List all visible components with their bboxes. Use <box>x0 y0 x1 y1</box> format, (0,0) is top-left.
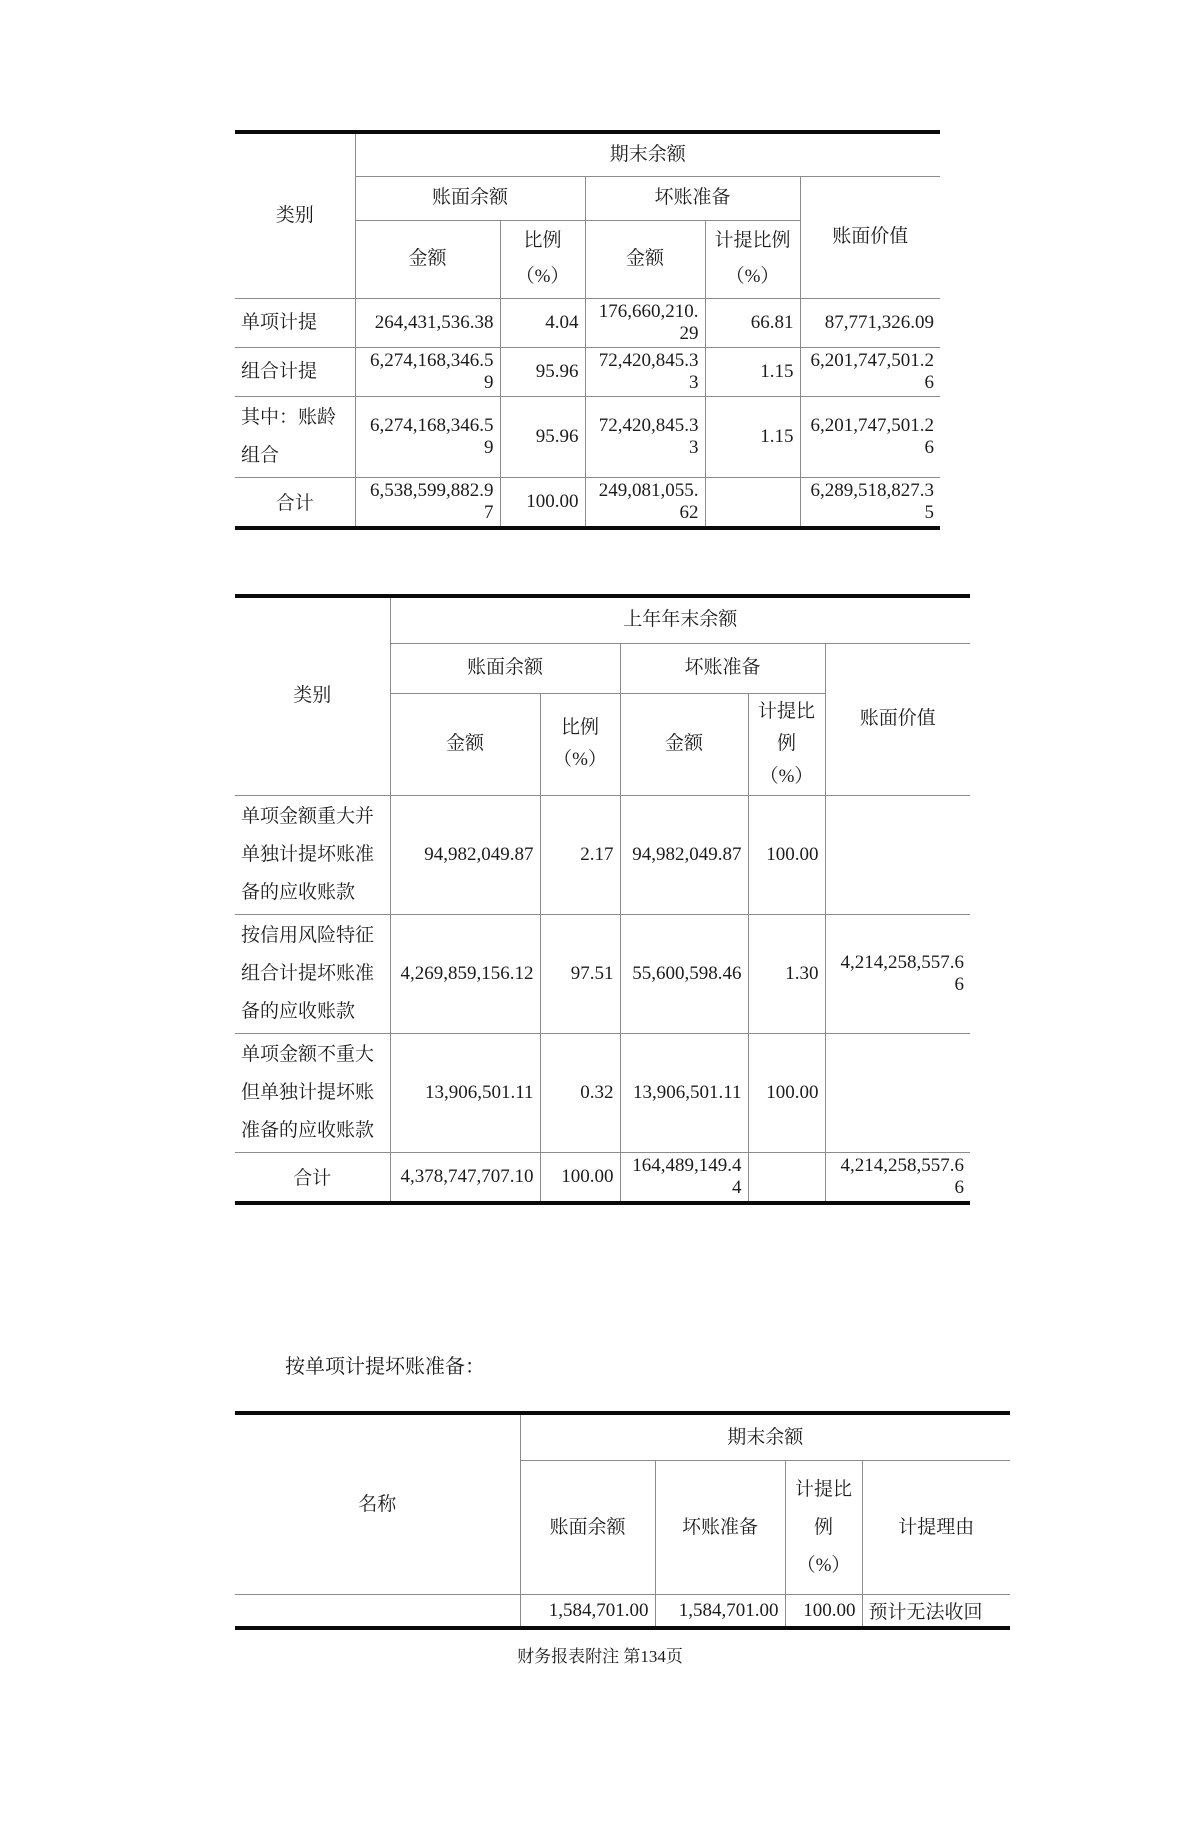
t1-cell-ratio: 95.96 <box>500 396 585 477</box>
t2-cell-provision-ratio <box>748 1152 825 1203</box>
t1-header-amount-1: 金额 <box>355 220 500 298</box>
t2-cell-provision: 94,982,049.87 <box>620 795 748 914</box>
t2-cell-provision-ratio: 1.30 <box>748 914 825 1033</box>
t1-header-ratio-line2: （%） <box>515 266 570 287</box>
t3-header-name: 名称 <box>235 1413 520 1595</box>
t2-cell-provision: 13,906,501.11 <box>620 1033 748 1152</box>
t2-header-provision-ratio-line1: 计提比 <box>757 701 815 722</box>
t2-cell-amount: 94,982,049.87 <box>390 795 540 914</box>
t2-row-label: 按信用风险特征组合计提坏账准备的应收账款 <box>235 914 390 1033</box>
t1-cell-provision-ratio: 1.15 <box>705 396 800 477</box>
t1-cell-ratio: 95.96 <box>500 347 585 396</box>
t3-header-provision-reason: 计提理由 <box>862 1461 1010 1595</box>
t2-cell-provision: 164,489,149.44 <box>620 1152 748 1203</box>
t1-header-category: 类别 <box>235 132 355 298</box>
t3-cell-book-balance: 1,584,701.00 <box>520 1595 655 1629</box>
t1-cell-ratio: 100.00 <box>500 477 585 528</box>
t3-cell-provision-reason: 预计无法收回 <box>862 1595 1010 1629</box>
t1-cell-provision-ratio: 1.15 <box>705 347 800 396</box>
t2-cell-amount: 4,269,859,156.12 <box>390 914 540 1033</box>
t1-cell-provision: 249,081,055.62 <box>585 477 705 528</box>
t1-cell-book-value: 6,201,747,501.26 <box>800 396 940 477</box>
section-caption: 按单项计提坏账准备： <box>285 1355 485 1378</box>
t1-row-label: 单项计提 <box>235 298 355 347</box>
t1-cell-amount: 264,431,536.38 <box>355 298 500 347</box>
t2-cell-ratio: 2.17 <box>540 795 620 914</box>
provision-table-period-end <box>235 130 940 530</box>
individual-provision-table <box>235 1411 1010 1631</box>
t2-header-ratio <box>540 694 620 796</box>
t1-cell-provision-ratio <box>705 477 800 528</box>
t2-cell-amount: 4,378,747,707.10 <box>390 1152 540 1203</box>
table-row <box>235 347 940 396</box>
t1-cell-book-value: 6,289,518,827.35 <box>800 477 940 528</box>
t2-header-provision-ratio-line2: 例 <box>776 733 796 755</box>
t2-cell-book-value <box>825 1033 970 1152</box>
t2-cell-book-value: 4,214,258,557.66 <box>825 914 970 1033</box>
t1-header-book-balance: 账面余额 <box>355 176 585 220</box>
table-total-row <box>235 1152 970 1203</box>
t1-cell-amount: 6,274,168,346.59 <box>355 396 500 477</box>
t3-header-bad-debt-provision: 坏账准备 <box>655 1461 785 1595</box>
t1-total-label: 合计 <box>235 477 355 528</box>
t2-header-prior-year-end-balance: 上年年末余额 <box>390 596 970 644</box>
t2-header-ratio-line2: （%） <box>553 749 607 771</box>
t2-cell-ratio: 100.00 <box>540 1152 620 1203</box>
t1-header-ratio <box>500 220 585 298</box>
t2-header-amount-2: 金额 <box>620 694 748 796</box>
table-row <box>235 1033 970 1152</box>
table-row <box>235 1595 1010 1629</box>
table-row <box>235 795 970 914</box>
t3-cell-bad-debt-provision: 1,584,701.00 <box>655 1595 785 1629</box>
t2-header-amount-1: 金额 <box>390 694 540 796</box>
t1-header-provision-ratio-line1: 计提比例 <box>714 229 791 251</box>
t1-cell-provision: 176,660,210.29 <box>585 298 705 347</box>
t1-cell-provision-ratio: 66.81 <box>705 298 800 347</box>
t1-header-book-value: 账面价值 <box>800 176 940 298</box>
page-content <box>0 130 1200 1667</box>
t2-cell-provision-ratio: 100.00 <box>748 795 825 914</box>
t1-cell-provision: 72,420,845.33 <box>585 396 705 477</box>
t1-cell-amount: 6,538,599,882.97 <box>355 477 500 528</box>
t1-cell-book-value: 87,771,326.09 <box>800 298 940 347</box>
page-footer: 财务报表附注 第134页 <box>517 1647 683 1667</box>
t3-header-provision-ratio-line2: 例 <box>813 1516 833 1538</box>
t3-cell-provision-ratio: 100.00 <box>785 1595 862 1629</box>
t2-cell-ratio: 0.32 <box>540 1033 620 1152</box>
t3-header-provision-ratio-line1: 计提比 <box>794 1478 852 1500</box>
t2-header-category: 类别 <box>235 596 390 796</box>
t2-header-bad-debt-provision: 坏账准备 <box>620 644 825 694</box>
table-row <box>235 914 970 1033</box>
table-row <box>235 396 940 477</box>
t2-cell-provision: 55,600,598.46 <box>620 914 748 1033</box>
t2-row-label: 单项金额不重大但单独计提坏账准备的应收账款 <box>235 1033 390 1152</box>
t1-header-bad-debt-provision: 坏账准备 <box>585 176 800 220</box>
t3-header-provision-ratio <box>785 1461 862 1595</box>
t1-header-amount-2: 金额 <box>585 220 705 298</box>
t2-cell-book-value: 4,214,258,557.66 <box>825 1152 970 1203</box>
provision-table-prior-year <box>235 594 970 1205</box>
table-row <box>235 298 940 347</box>
t3-header-provision-ratio-line3: （%） <box>796 1554 851 1576</box>
t1-cell-provision: 72,420,845.33 <box>585 347 705 396</box>
t3-header-period-end-balance: 期末余额 <box>520 1413 1010 1461</box>
t1-header-provision-ratio <box>705 220 800 298</box>
t2-cell-book-value <box>825 795 970 914</box>
t1-header-ratio-line1: 比例 <box>523 229 562 251</box>
t3-header-book-balance: 账面余额 <box>520 1461 655 1595</box>
t2-total-label: 合计 <box>235 1152 390 1203</box>
t1-cell-ratio: 4.04 <box>500 298 585 347</box>
t2-cell-amount: 13,906,501.11 <box>390 1033 540 1152</box>
t2-header-provision-ratio <box>748 694 825 796</box>
t2-cell-provision-ratio: 100.00 <box>748 1033 825 1152</box>
t1-header-period-end-balance: 期末余额 <box>355 132 940 176</box>
t1-header-provision-ratio-line2: （%） <box>725 266 780 287</box>
t1-cell-book-value: 6,201,747,501.26 <box>800 347 940 396</box>
t2-cell-ratio: 97.51 <box>540 914 620 1033</box>
t2-header-book-balance: 账面余额 <box>390 644 620 694</box>
t2-header-book-value: 账面价值 <box>825 644 970 796</box>
t1-row-label: 其中：账龄组合 <box>235 396 355 477</box>
t2-row-label: 单项金额重大并单独计提坏账准备的应收账款 <box>235 795 390 914</box>
t3-cell-name <box>235 1595 520 1629</box>
table-total-row <box>235 477 940 528</box>
t2-header-ratio-line1: 比例 <box>560 717 599 739</box>
t2-header-provision-ratio-line3: （%） <box>759 765 814 787</box>
t1-cell-amount: 6,274,168,346.59 <box>355 347 500 396</box>
t1-row-label: 组合计提 <box>235 347 355 396</box>
